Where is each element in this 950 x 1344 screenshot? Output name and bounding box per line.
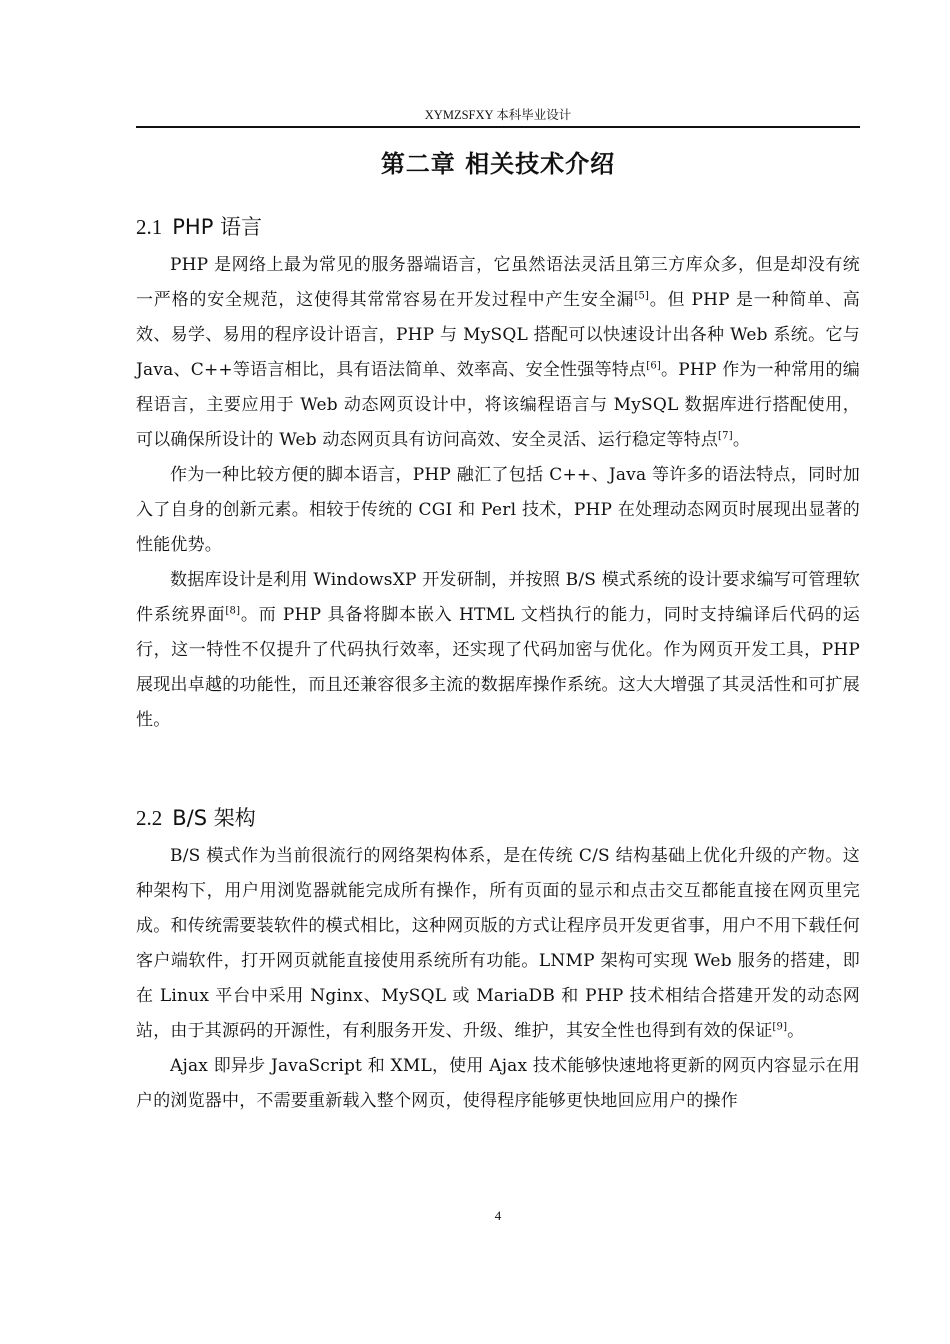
- text-run: 作为一种比较方便的脚本语言，PHP 融汇了包括 C++、Java 等许多的语法特点，同时加入了自身的创新元素。相较于传统的 CGI 和 Perl 技术，PHP 在处理动态网页时展现出显著的性能优势。: [136, 465, 860, 555]
- citation: [9]: [772, 1021, 788, 1033]
- citation: [8]: [225, 605, 241, 617]
- section-title: B/S 架构: [172, 806, 256, 830]
- page-header: XYMZSFXY 本科毕业设计: [424, 108, 572, 122]
- text-run: B/S 模式作为当前很流行的网络架构体系，是在传统 C/S 结构基础上优化升级的产物。这种架构下，用户用浏览器就能完成所有操作，所有页面的显示和点击交互都能直接在网页里完成。和传统需要装软件的模式相比，这种网页版的方式让程序员开发更省事，用户不用下载任何客户端软件，打开网页就能直接使用系统所有功能。LNMP 架构可实现 Web 服务的搭建，即在 Linux 平台中采用 Nginx、MySQL 或 MariaDB 和 PHP 技术相结合搭建开发的动态网站，由于其源码的开源性，有利服务开发、升级、维护，其安全性也得到有效的保证: [136, 846, 860, 1041]
- text-run: 。但 PHP 是一种简单、高效、易学、易用的程序设计语言，PHP 与 MySQL 搭配可以快速设计出各种 Web 系统。它与 Java、C++等语言相比，具有语法简单、效率高、安全性强等特点: [136, 290, 860, 380]
- text-run: PHP 是网络上最为常见的服务器端语言，它虽然语法灵活且第三方库众多，但是却没有统一严格的安全规范，这使得其常常容易在开发过程中产生安全漏: [136, 255, 860, 310]
- text-run: 。: [732, 430, 751, 450]
- citation: [6]: [646, 360, 662, 372]
- text-run: 数据库设计是利用 WindowsXP 开发研制，并按照 B/S 模式系统的设计要求编写可管理软件系统界面: [136, 570, 860, 625]
- text-run: 。而 PHP 具备将脚本嵌入 HTML 文档执行的能力，同时支持编译后代码的运行，这一特性不仅提升了代码执行效率，还实现了代码加密与优化。作为网页开发工具，PHP 展现出卓越的功能性，而且还兼容很多主流的数据库操作系统。这大大增强了其灵活性和可扩展性。: [136, 605, 861, 730]
- section-heading: [136, 803, 860, 833]
- header-rule: [136, 126, 860, 128]
- paragraph: [136, 248, 860, 458]
- citation: [7]: [718, 430, 733, 442]
- paragraph: [136, 1049, 860, 1119]
- section-number: 2.2: [136, 806, 163, 830]
- text-run: Ajax 即异步 JavaScript 和 XML，使用 Ajax 技术能够快速地将更新的网页内容显示在用户的浏览器中，不需要重新载入整个网页，使得程序能够更快地回应用户的操作: [136, 1056, 860, 1111]
- section-2-2: [136, 803, 860, 1119]
- paragraph: [136, 458, 860, 563]
- section-2-1: [136, 212, 860, 738]
- citation: [5]: [634, 290, 650, 302]
- section-number: 2.1: [136, 215, 163, 239]
- page-number: 4: [494, 1208, 502, 1223]
- section-title: PHP 语言: [172, 215, 263, 239]
- chapter-title: 第二章 相关技术介绍: [380, 150, 616, 178]
- paragraph: [136, 563, 860, 738]
- section-heading: [136, 212, 860, 242]
- text-run: 。PHP 作为一种常用的编程语言，主要应用于 Web 动态网页设计中，将该编程语言与 MySQL 数据库进行搭配使用，可以确保所设计的 Web 动态网页具有访问高效、安全灵活、运行稳定等特点: [136, 360, 860, 450]
- paragraph: [136, 839, 860, 1049]
- text-run: 。: [787, 1021, 805, 1041]
